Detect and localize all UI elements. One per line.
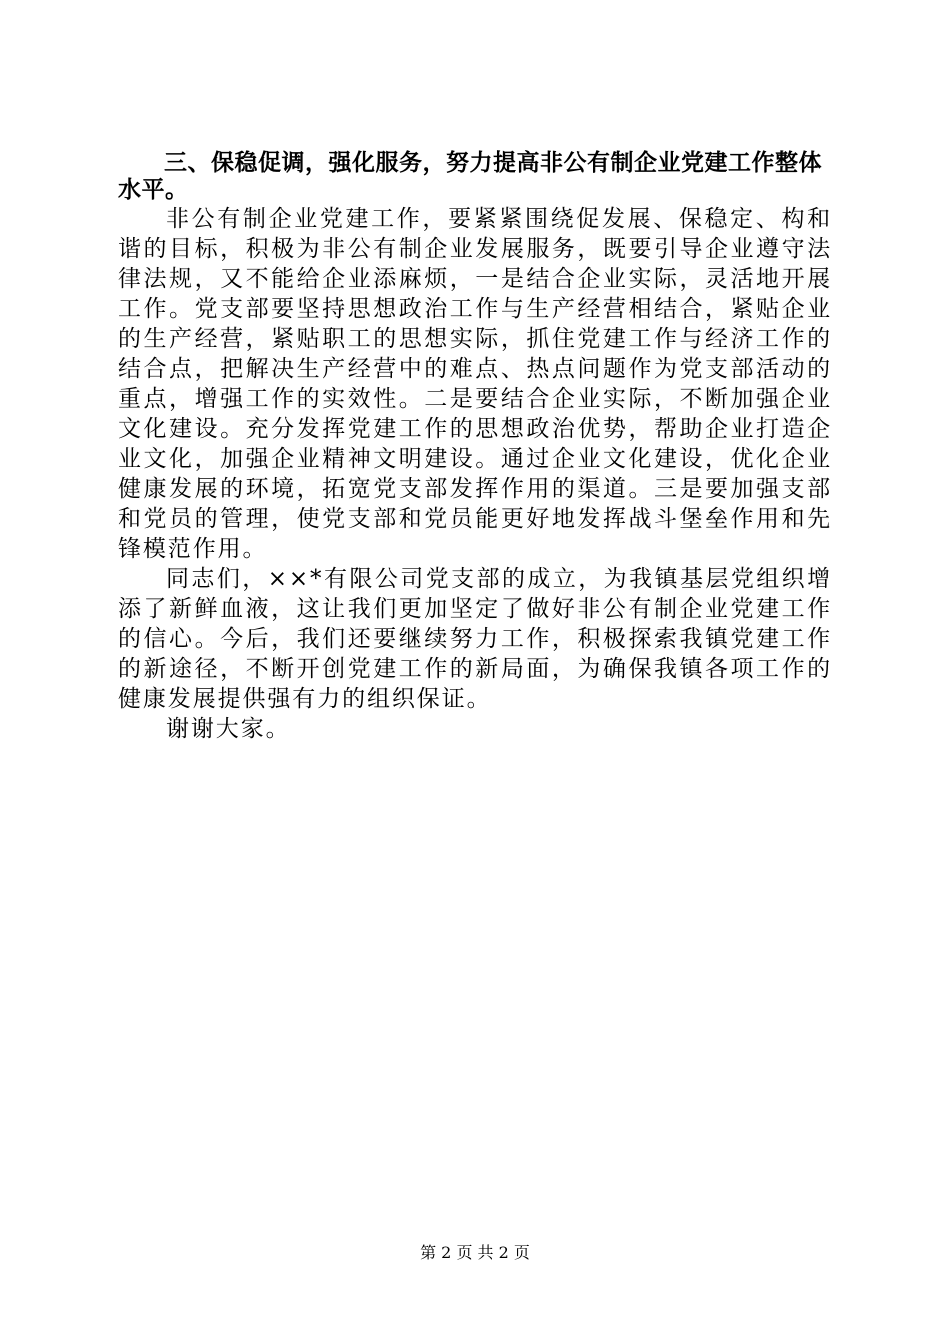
page-footer: 第 2 页 共 2 页 bbox=[420, 1243, 530, 1262]
closing-paragraph: 谢谢大家。 bbox=[166, 716, 291, 742]
section-heading: 三、保稳促调，强化服务，努力提高非公有制企业党建工作整体水平。 bbox=[118, 150, 822, 203]
body-paragraph: 同志们，××*有限公司党支部的成立，为我镇基层党组织增添了新鲜血液，这让我们更加坚定了做好非公有制企业党建工作的信心。今后，我们还要继续努力工作，积极探索我镇党建工作的新途径，不断开创党建工作的新局面，为确保我镇各项工作的健康发展提供强有力的组织保证。 bbox=[118, 566, 832, 712]
document-body bbox=[118, 150, 832, 744]
body-paragraph: 非公有制企业党建工作，要紧紧围绕促发展、保稳定、构和谐的目标，积极为非公有制企业发展服务，既要引导企业遵守法律法规，又不能给企业添麻烦，一是结合企业实际，灵活地开展工作。党支部要坚持思想政治工作与生产经营相结合，紧贴企业的生产经营，紧贴职工的思想实际，抓住党建工作与经济工作的结合点，把解决生产经营中的难点、热点问题作为党支部活动的重点，增强工作的实效性。二是要结合企业实际，不断加强企业文化建设。充分发挥党建工作的思想政治优势，帮助企业打造企业文化，加强企业精神文明建设。通过企业文化建设，优化企业健康发展的环境，拓宽党支部发挥作用的渠道。三是要加强支部和党员的管理，使党支部和党员能更好地发挥战斗堡垒作用和先锋模范作用。 bbox=[118, 206, 832, 562]
